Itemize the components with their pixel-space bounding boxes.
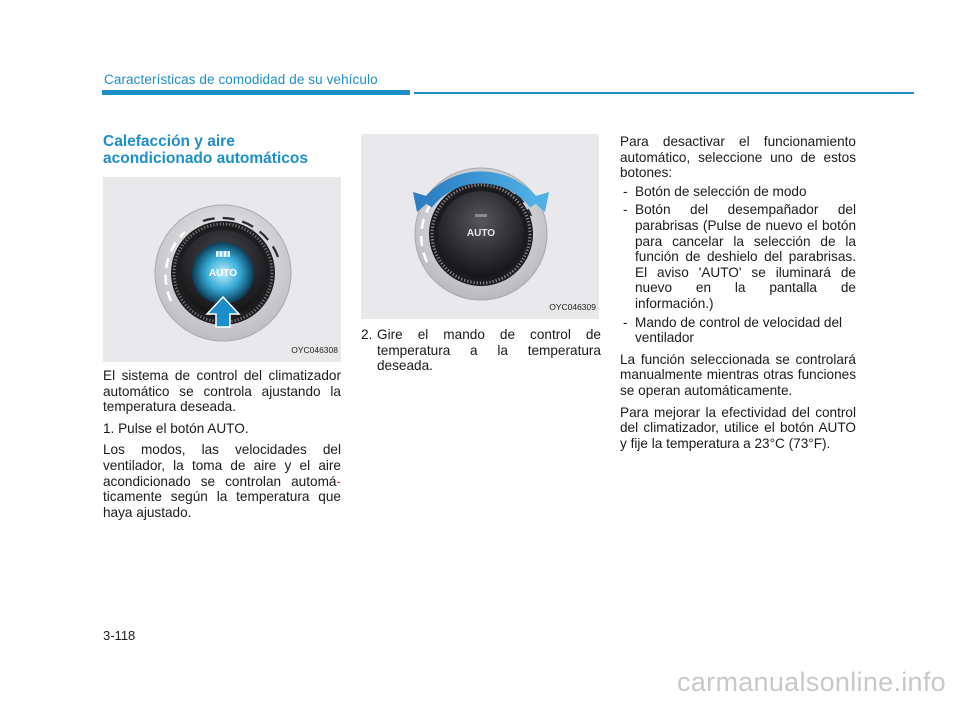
column-left [103,134,341,520]
header-rule-thick [102,90,410,95]
page-number: 3-118 [103,628,136,643]
section-title: Calefacción y aire acondicionado automáticos [103,133,308,167]
figure-code: OYC046309 [549,302,596,313]
step-1: 1. Pulse el botón AUTO. [103,420,249,436]
figure-auto-button [103,177,341,362]
watermark: carmanualsonline.info [677,667,946,697]
tip-paragraph: Para mejorar la efectividad del control del climatizador, utilice el botón AUTO y fije la temperatura a 23°C (73°F). [620,404,856,451]
list-item: - Mando de control de velocidad del ventilador [623,314,843,346]
list-item: - Botón de selección de modo [623,183,807,199]
knob-auto-label: AUTO [466,228,496,239]
auto-knob-press-illustration [103,177,341,362]
column-right [620,134,856,451]
column-middle [361,134,601,374]
modes-paragraph: Los modos, las velocidades del ventilador, la toma de aire y el aire acondicionado se controlan automá-ticamente según la temperatura que haya ajustado. [103,442,341,520]
figure-code: OYC046308 [291,345,338,356]
auto-fan-icon [216,251,230,257]
temperature-knob-rotate-illustration [361,134,601,319]
header-rule-thin [414,92,914,94]
figure-temperature-knob [361,134,599,319]
intro-paragraph: El sistema de control del climatizador automático se controla ajustando la temperatura deseada. [103,368,341,415]
step-2: 2. Gire el mando de control de temperatura a la temperatura deseada. [361,327,601,374]
chapter-header-title: Características de comodidad de su vehículo [104,72,378,87]
list-item: - Botón del desempañador del parabrisas (Pulse de nuevo el botón para cancelar la selección de la función de deshielo del parabrisas. El aviso 'AUTO' se iluminará de nuevo en la pantalla de información.) [623,202,856,311]
knob-auto-label: AUTO [208,268,238,279]
manual-paragraph: La función seleccionada se controlará manualmente mientras otras funciones se operan automáticamente. [620,351,856,398]
deactivate-paragraph: Para desactivar el funcionamiento automático, seleccione uno de estos botones: [620,134,856,181]
